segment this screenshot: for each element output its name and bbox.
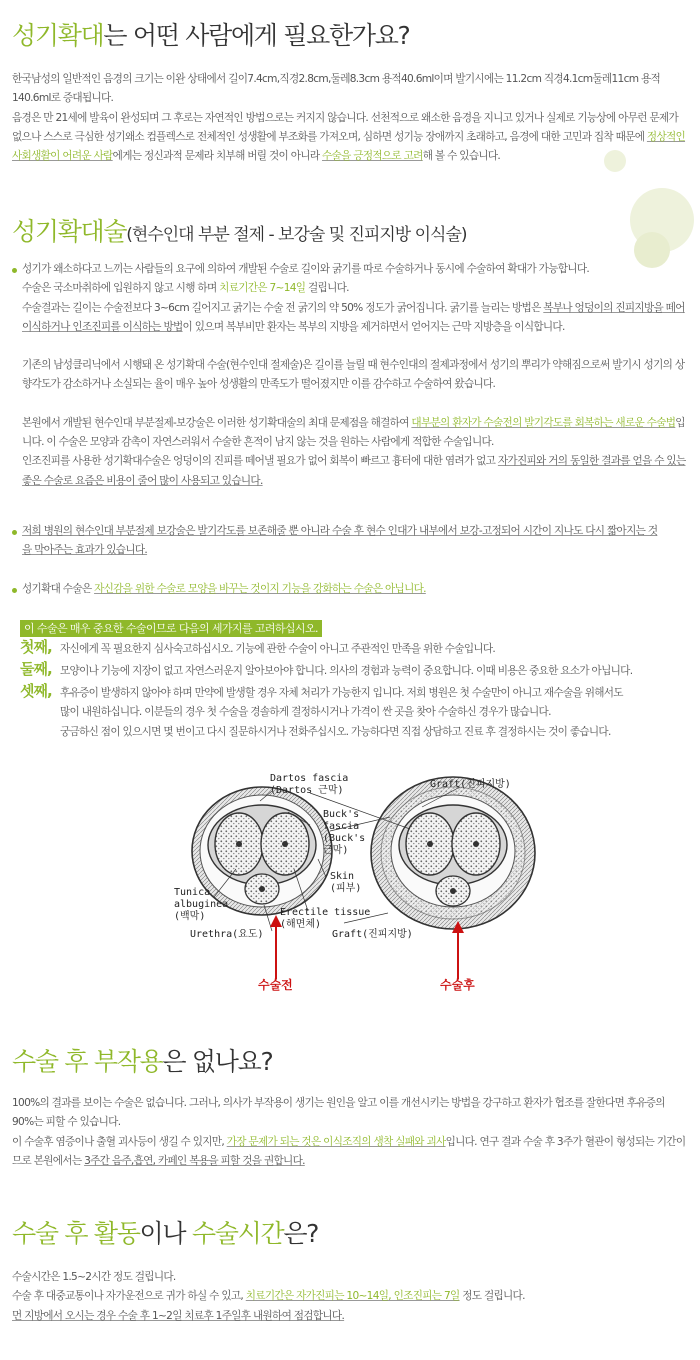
label-graft-bottom: Graft(진피지방) [332, 929, 413, 940]
label-dartos-ko: (Dartos 근막) [270, 785, 344, 796]
label-skin-ko: (피부) [330, 883, 362, 894]
label-dartos: Dartos fascia [270, 773, 349, 784]
paragraph: 100%의 결과를 보이는 수술은 없습니다. 그러나, 의사가 부작용이 생기는 원인을 알고 이를 개선시키는 방법을 강구하고 환자가 협조를 잘한다면 후유증의 90%는 피할 수 있습니다. [12, 1097, 665, 1129]
paragraph: 음경은 만 21세에 발육이 완성되며 그 후로는 자연적인 방법으로는 커지지 않습니다. 선천적으로 왜소한 음경을 지니고 있거나 실제로 기능상에 아무런 문제가 없으나 스스로 극심한 성기왜소 컴플렉스로 전체적인 성생활에 부조화를 가져오며, 심하면 성기능 장애까지 초래하고, 음경에 대한 고민과 집착 때문에 정상적인 사회생활이 어려운 사람에게는 정신과적 문제라 치부해 버릴 것이 아니라 수술을 긍정적으로 고려해 볼 수 있습니다. [12, 111, 686, 163]
label-bucks: 근막) [323, 845, 349, 856]
paragraph: 수술 후 대중교통이나 자가운전으로 귀가 하실 수 있고, 치료기간은 자가진피는 10~14일, 인조진피는 7일 정도 걸립니다. [12, 1290, 525, 1303]
label-tunica: Tunica [174, 887, 211, 898]
label-erectile-ko: (해면체) [280, 919, 322, 930]
cross-section-diagram [160, 765, 540, 995]
label-after: 수술후 [440, 978, 475, 992]
label-tunica: albuginea [174, 899, 229, 910]
section-title-surgery: 성기확대술(현수인대 부분 절제 - 보강술 및 진피지방 이식술) [12, 217, 467, 246]
label-tunica-ko: (백막) [174, 911, 206, 922]
label-erectile: Erectile tissue [280, 907, 371, 918]
section-body-who [12, 70, 686, 166]
bullet-dot [12, 530, 17, 535]
paragraph: 먼 지방에서 오시는 경우 수술 후 1~2일 치료후 1주일후 내원하여 점검합니다. [12, 1309, 345, 1322]
bullet-dot [12, 268, 17, 273]
section-title-activity: 수술 후 활동이나 수술시간은? [12, 1219, 319, 1248]
consider-third: 셋째, 후유증이 발생하지 않아야 하며 만약에 발생할 경우 자체 처리가 가능한지 입니다. 저희 병원은 첫 수술만이 아니고 재수술을 위해서도 많이 내원하십니다. 이분들의 경우 첫 수술을 경솔하게 결정하시거나 가격이 싼 곳을 찾아 수술하신 경우가 많습니다. 궁금하신 점이 있으시면 몇 번이고 다시 질문하시거나 전화주십시오. 가능하다면 직접 상담하고 진료 후 결정하시는 것이 좋습니다. [20, 682, 623, 738]
consider-second: 둘째, 모양이나 기능에 지장이 없고 자연스러운지 알아보아야 합니다. 의사의 경험과 능력이 중요합니다. 이때 비용은 중요한 요소가 아닙니다. [20, 660, 633, 678]
label-bucks: fascia [323, 821, 360, 832]
paragraph: 수술시간은 1.5~2시간 정도 걸립니다. [12, 1271, 176, 1283]
notice-banner: 이 수술은 매우 중요한 수술이므로 다음의 세가지를 고려하십시오. [20, 620, 322, 637]
label-skin: Skin [330, 871, 355, 882]
bullet-item: 성기확대 수술은 자신감을 위한 수술로 모양을 바꾸는 것이지 기능을 강화하는 수술은 아닙니다. [22, 583, 426, 595]
section-title-side-effects: 수술 후 부작용은 없나요? [12, 1047, 273, 1076]
label-bucks: Buck's [323, 809, 360, 820]
paragraph: 한국남성의 일반적인 음경의 크기는 이완 상태에서 길이7.4cm,직경2.8cm,둘레8.3cm 용적40.6ml이며 발기시에는 11.2cm 직경4.1cm둘레11cm 용적140.6ml로 증대됩니다. [12, 73, 661, 105]
arrow-before [270, 915, 282, 979]
bullet-item: 성기가 왜소하다고 느끼는 사람들의 요구에 의하여 개발된 수술로 길이와 굵기를 따로 수술하거나 동시에 수술하여 확대가 가능합니다. 수술은 국소마취하에 입원하지 않고 시행 하며 치료기간은 7~14일 걸립니다. 수술결과는 길이는 수술전보다 3~6cm 길어지고 굵기는 수술 전 굵기의 약 50% 정도가 굵어집니다. 굵기를 늘리는 방법은 복부나 엉덩이의 진피지방을 떼어 이식하거나 인조진피를 이식하는 방법이 있으며 복부비만 환자는 복부의 지방을 제거하면서 얻어지는 근막 지방층을 이식합니다. 기존의 남성클리닉에서 시행돼 온 성기확대 수술(현수인대 절제술)은 길이를 늘릴 때 현수인대의 절제과정에서 성기의 뿌리가 약해짐으로써 발기시 성기의 상향각도가 감소하거나 소실되는 율이 매우 높아 성생활의 만족도가 떨어졌지만 이를 감수하고 수술하여 왔습니다. 본원에서 개발된 현수인대 부분절제-보강술은 이러한 성기확대술의 최대 문제점을 해결하여 대부분의 환자가 수술전의 발기각도를 회복하는 새로운 수술법입니다. 이 수술은 모양과 감촉이 자연스러워서 수술한 흔적이 남지 않는 것을 원하는 사람에게 적합한 수술입니다. 인조진피를 사용한 성기확대수술은 엉덩이의 진피를 떼어낼 필요가 없어 회복이 빠르고 흉터에 대한 염려가 없고 자가진피와 거의 동일한 결과를 얻을 수 있는 좋은 수술로 요즘은 비용이 줄어 많이 사용되고 있습니다. [22, 263, 686, 487]
before-section-illustration [192, 787, 332, 915]
label-before: 수술전 [258, 978, 293, 992]
bullet-dot [12, 588, 17, 593]
paragraph: 이 수술후 염증이나 출혈 괴사등이 생길 수 있지만, 가장 문제가 되는 것은 이식조직의 생착 실패와 괴사입니다. 연구 결과 수술 후 3주가 혈관이 형성되는 기간이므로 본원에서는 3주간 음주,흡연, 카페인 복용을 피할 것을 권합니다. [12, 1135, 686, 1167]
label-urethra: Urethra(요도) [190, 929, 264, 940]
label-graft-top: Graft(진피지방) [430, 779, 511, 790]
bullet-item: 저희 병원의 현수인대 부분절제 보강술은 발기각도를 보존해줄 뿐 아니라 수술 후 현수 인대가 내부에서 보강-고정되어 시간이 지나도 다시 짧아지는 것을 막아주는 효과가 있습니다. [22, 525, 658, 557]
arrow-after [452, 921, 464, 979]
label-bucks: (Buck's [323, 833, 366, 844]
section-body-side-effects [12, 1094, 686, 1171]
after-section-illustration [371, 777, 535, 929]
section-title-who: 성기확대는 어떤 사람에게 필요한가요? [12, 21, 410, 50]
consider-first: 첫째, 자신에게 꼭 필요한지 심사숙고하십시오. 기능에 관한 수술이 아니고 주관적인 만족을 위한 수술입니다. [20, 638, 496, 656]
section-body-activity [12, 1268, 686, 1326]
